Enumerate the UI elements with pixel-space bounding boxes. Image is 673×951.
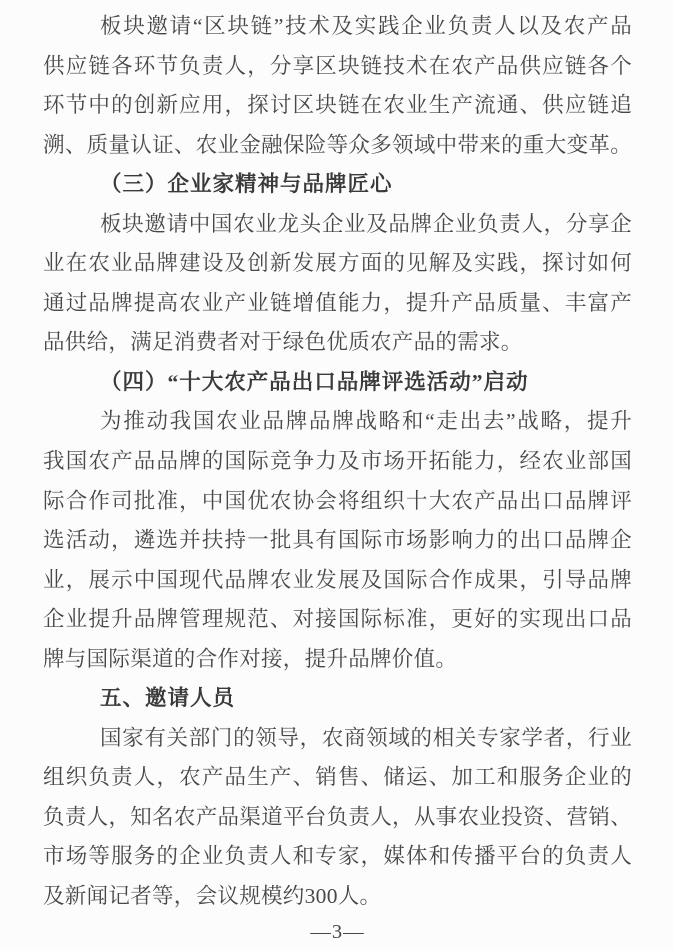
- page-number: —3—: [310, 920, 365, 943]
- text-line: 组织负责人，农产品生产、销售、储运、加工和服务企业的: [43, 765, 632, 790]
- text-line: 选活动，遴选并扶持一批具有国际市场影响力的出口品牌企: [43, 528, 632, 553]
- text-line: 板块邀请中国农业龙头企业及品牌企业负责人，分享企: [100, 211, 632, 236]
- text-line: 溯、质量认证、农业金融保险等众多领域中带来的重大变革。: [43, 132, 632, 157]
- text-line: 环节中的创新应用，探讨区块链在农业生产流通、供应链追: [43, 93, 632, 118]
- text-line: 国家有关部门的领导，农商领域的相关专家学者，行业: [100, 725, 632, 750]
- text-line: 业在农业品牌建设及创新发展方面的见解及实践，探讨如何: [43, 251, 632, 276]
- text-line: 市场等服务的企业负责人和专家，媒体和传播平台的负责人: [43, 844, 632, 869]
- document-body: [43, 7, 632, 917]
- page-footer: [43, 917, 632, 951]
- text-line: 为推动我国农业品牌品牌战略和“走出去”战略，提升: [100, 409, 632, 434]
- section-heading: （四）“十大农产品出口品牌评选活动”启动: [100, 369, 529, 394]
- text-line: 负责人，知名农产品渠道平台负责人，从事农业投资、营销、: [43, 804, 632, 829]
- section-heading: （三）企业家精神与品牌匠心: [100, 172, 393, 197]
- text-line: 际合作司批准，中国优农协会将组织十大农产品出口品牌评: [43, 488, 632, 513]
- text-line: 供应链各环节负责人，分享区块链技术在农产品供应链各个: [43, 53, 632, 78]
- text-line: 及新闻记者等，会议规模约300人。: [43, 884, 382, 909]
- section-heading: 五、邀请人员: [100, 686, 236, 711]
- text-line: 品供给，满足消费者对于绿色优质农产品的需求。: [43, 330, 523, 355]
- text-line: 业，展示中国现代品牌农业发展及国际合作成果，引导品牌: [43, 567, 632, 592]
- text-line: 我国农产品品牌的国际竞争力及市场开拓能力，经农业部国: [43, 449, 632, 474]
- text-line: 板块邀请“区块链”技术及实践企业负责人以及农产品: [100, 14, 632, 38]
- text-line: 企业提升品牌管理规范、对接国际标准，更好的实现出口品: [43, 607, 632, 632]
- text-line: 牌与国际渠道的合作对接，提升品牌价值。: [43, 646, 458, 671]
- text-line: 通过品牌提高农业产业链增值能力，提升产品质量、丰富产: [43, 290, 632, 315]
